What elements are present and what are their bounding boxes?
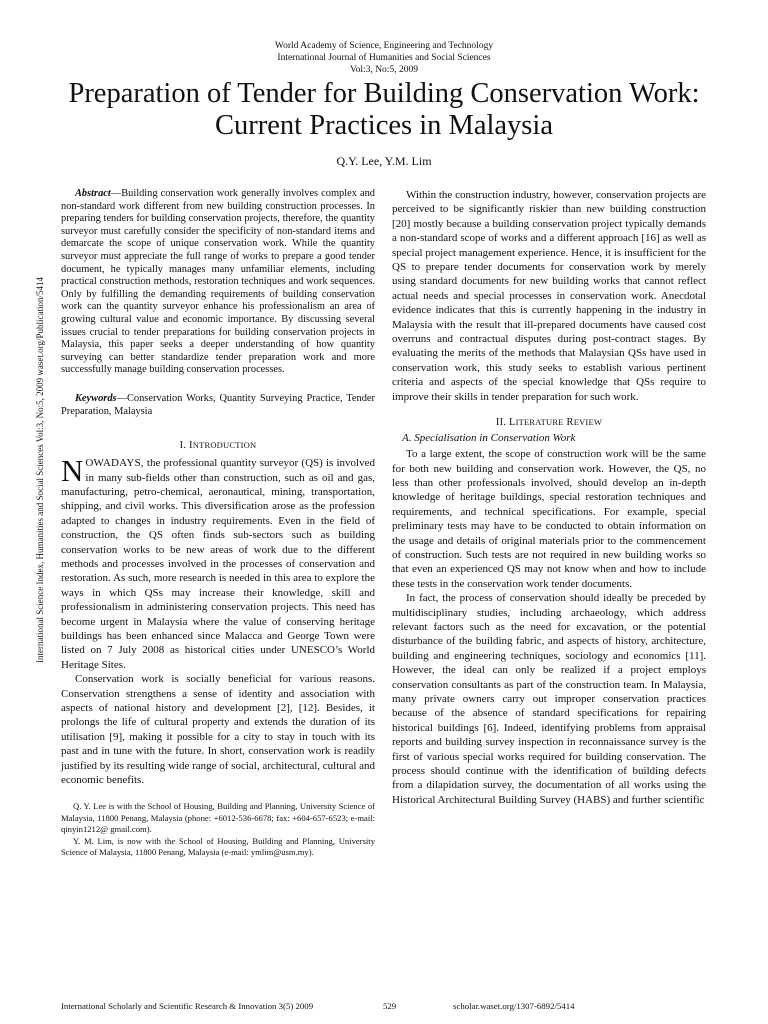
section-heading-literature-review [392, 417, 706, 428]
author-footnotes [61, 801, 375, 859]
section-initial: L [508, 417, 516, 429]
footnote-2: Y. M. Lim, is now with the School of Housing, Building and Planning, University Science of Malaysia, 11800 Penang, Malaysia (e-mail: ymlim@usm.my). [61, 835, 375, 858]
footer-publisher: International Scholarly and Scientific Research & Innovation 3(5) 2009 [61, 1001, 314, 1011]
section-initial: I [189, 440, 193, 452]
subsection-heading: A. Specialisation in Conservation Work [402, 432, 576, 445]
paper-title: Preparation of Tender for Building Conservation Work: Current Practices in Malaysia [68, 78, 700, 141]
section-numeral: II. [495, 417, 507, 429]
intro-paragraph-1-text: the professional quantity surveyor (QS) is involved in many sub-fields other than construction, such as oil and gas, manufacturing, petro-chemical, aeronautical, mining, transportation, shipping, and civil works. This diversification arose as the profession adapted to changes in industry requirements. Even in the field of construction, the QS often finds sub-sectors such as building conservation works to be new areas of work due to the different methods and processes involved in the processes of conservation and restoration. As such, more research is needed in this area to explore the ways in which QSs may increase their knowledge, skill and professionalism in administering conservation projects. This need has become urgent in Malaysia where the value of conserving heritage buildings has been enhanced since Malacca and George Town were listed on 7 July 2008 as historical cities under UNESCO’s World Heritage Sites. [61, 457, 375, 671]
journal-header-line-2: International Journal of Humanities and Social Sciences [277, 53, 491, 63]
journal-header-line-1: World Academy of Science, Engineering and Technology [274, 41, 494, 51]
keywords-dash: — [116, 392, 127, 404]
section-initial: R [566, 417, 574, 429]
keywords [61, 393, 375, 418]
section-rest: EVIEW [573, 417, 603, 428]
keywords-label: Keywords [75, 392, 117, 404]
keywords-text: Conservation Works, Quantity Surveying Practice, Tender Preparation, Malaysia [61, 392, 375, 417]
right-paragraph-1: Within the construction industry, however, conservation projects are perceived to be significantly riskier than new building construction [20] mostly because a building conservation project typically demands a non-standard scope of works and a different approach [16] as well as special project management experience. Hence, it is insufficient for the QS to prepare tender documents for conservation work by merely using standard documents for new building works that cannot reflect actual needs and special processes in conservation work. Anecdotal evidence indicates that this is currently happening in the industry in Malaysia with the result that ill-prepared documents have caused cost overruns and contractual disputes during post-contract stages. By evaluating the merits of the methods that Malaysian QSs have used in conservation work, this study seeks to establish various pertinent criteria and aspects of the special knowledge that QSs require to improve their skills in tender preparation for such work. [392, 189, 706, 403]
section-rest: NTRODUCTION [192, 440, 257, 451]
section-heading-introduction [61, 440, 375, 451]
intro-paragraph-1 [61, 453, 375, 672]
footnote-1: Q. Y. Lee is with the School of Housing, Building and Planning, University Science of Malaysia, 11800 Penang, Malaysia (phone: +6012-536-6678; fax: +604-657-6523; e-mail: qinyin1212@ gmail.com). [61, 801, 375, 835]
abstract [61, 188, 375, 377]
journal-header [0, 40, 768, 76]
drop-cap-rest: OWADAYS, [85, 457, 144, 470]
right-paragraph-2: To a large extent, the scope of construction work will be the same for both new building and conservation work. However, the QS, no less than other professionals involved, should develop an in-depth knowledge of heritage buildings, special restoration techniques and requirements, and technical specifications. For example, special preliminary tests may have to be conducted to obtain information on the usage and details of original materials prior to the commencement of construction. Such tests are not required in new building works so that even an experienced QS may not know when and how to include these tests in the conservation work tender documents. [392, 448, 706, 590]
drop-cap: N [61, 453, 84, 489]
paper-authors: Q.Y. Lee, Y.M. Lim [336, 154, 432, 168]
abstract-dash: — [110, 188, 122, 199]
abstract-text: Building conservation work generally involves complex and non-standard work different from new building construction processes. In preparing tenders for building conservation projects, therefore, the quantity surveyor must carefully consider the specificity of non-standard items and demarcate the scope of unique conservation work. While the quantity surveyor must appreciate the full range of works to prepare a good tender document, he typically manages many unfamiliar elements, including practical construction methods, restoration techniques and work sequences. Only by fulfilling the demanding requirements of building conservation work can the quantity surveyor enhance his professionalism an area of growing cultural value and economic importance. By discussing several issues crucial to tender preparations for building conservation projects in Malaysia, this paper seeks a deeper understanding of how quantity surveying can better standardize tender preparation work and more successfully manage building conservation processes. [61, 188, 375, 376]
side-citation-text: International Science Index, Humanities and Social Sciences Vol:3, No:5, 2009 waset.org/Publication/5414 [35, 277, 45, 663]
right-paragraph-3: In fact, the process of conservation should ideally be preceded by multidisciplinary studies, including archaeology, which address relevant factors such as the need for excavation, or the potential disturbance of the building fabric, and aspects of history, architecture, building and engineering techniques, sociology and economics [11]. However, the ideal can only be realized if a project employs conservation consultants as part of the construction team. In Malaysia, many private owners carry out improper conservation practices because of the absence of standard specifications for repairing historical buildings [6]. Indeed, identifying problems from appraisal reports and building survey inspection in reconnaissance survey is the first of various special works required for building conservation. The process should continue with the identification of building defects from a dilapidation survey, the documentation of all works using the Historical Architectural Building Survey (HABS) and further scientific [392, 592, 706, 806]
intro-paragraph-2: Conservation work is socially beneficial for various reasons. Conservation strengthens a sense of identity and association with aspects of national history and development [2], [12]. Besides, it prolongs the life of cultural property and extends the duration of its utilisation [9], making it possible for a city to stay in touch with its past and in tune with the future. In short, conservation work is readily justified by its resulting wide range of social, architectural, cultural and economic benefits. [61, 673, 376, 787]
footer-url: scholar.waset.org/1307-6892/5414 [453, 1001, 575, 1011]
section-rest: ITERATURE [515, 417, 564, 428]
left-column [61, 188, 375, 859]
abstract-label: Abstract [75, 188, 111, 199]
journal-header-line-3: Vol:3, No:5, 2009 [350, 65, 418, 75]
page-number: 529 [383, 1001, 397, 1011]
section-numeral: I. [179, 440, 187, 452]
right-column [392, 188, 706, 807]
